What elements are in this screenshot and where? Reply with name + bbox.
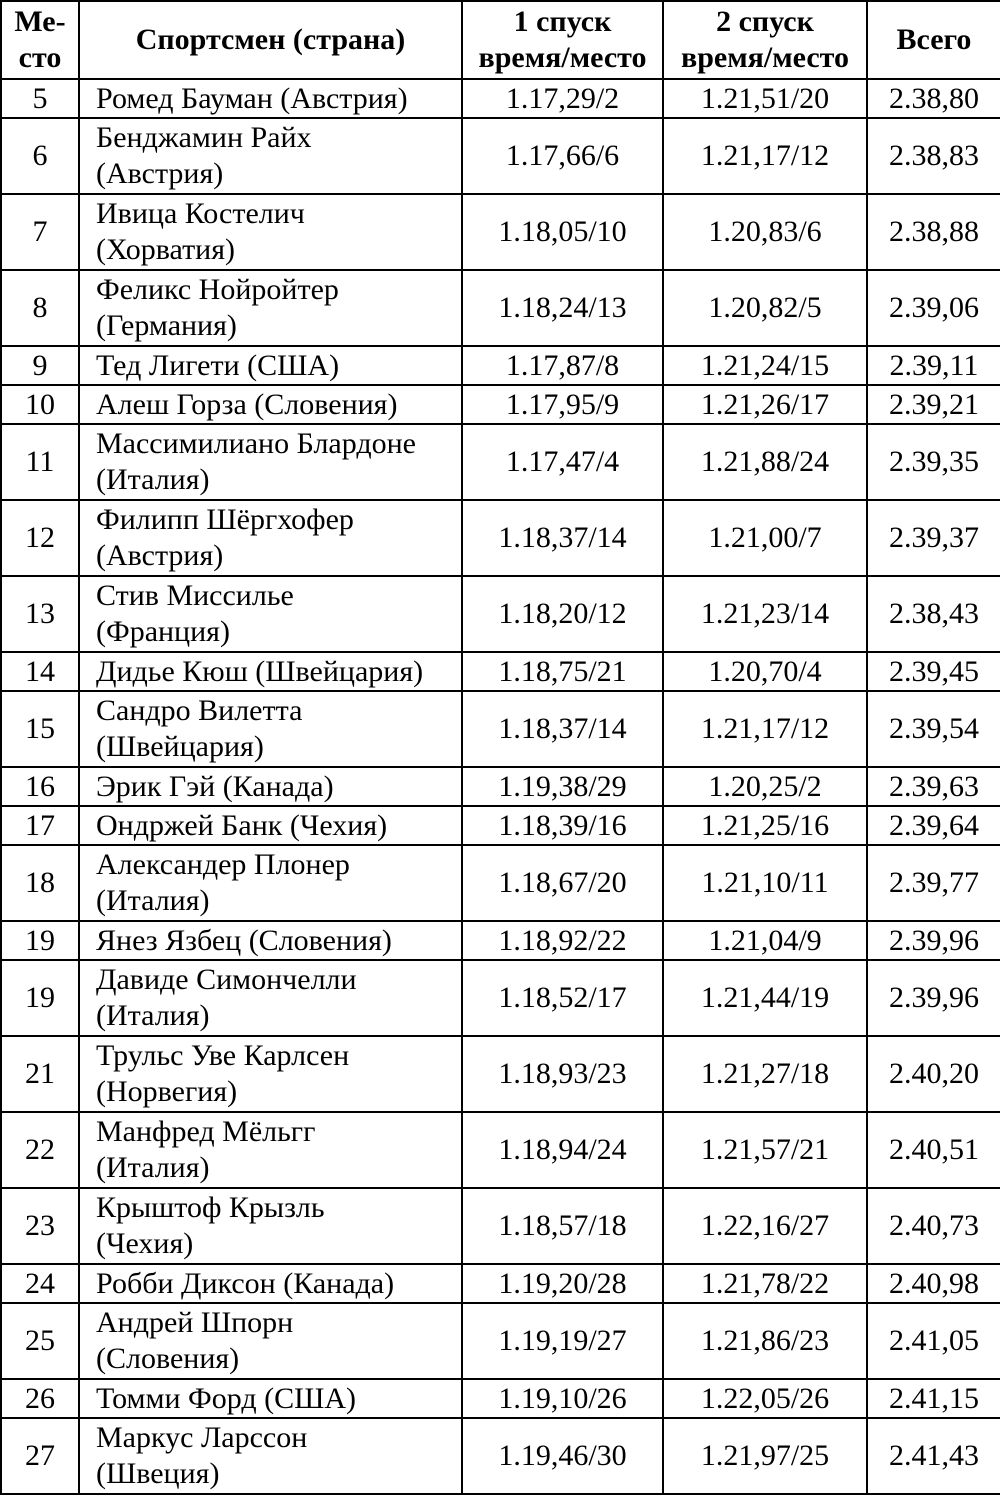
table-row	[1, 424, 1000, 500]
athlete-name-line2: (Италия)	[96, 884, 210, 917]
run1-cell: 1.18,57/18	[462, 1188, 663, 1264]
header-place-line2: сто	[18, 41, 62, 74]
total-cell: 2.41,05	[867, 1303, 1000, 1379]
header-row	[1, 1, 1000, 79]
athlete-name-line1: Тед Лигети (США)	[96, 348, 340, 382]
table-row	[1, 806, 1000, 845]
table-row	[1, 79, 1000, 118]
header-athlete: Спортсмен (страна)	[79, 1, 462, 79]
athlete-name-line1: Ивица Костелич	[96, 197, 305, 230]
run1-cell: 1.18,37/14	[462, 500, 663, 576]
total-cell: 2.39,45	[867, 652, 1000, 691]
run2-cell: 1.20,83/6	[663, 194, 867, 270]
place-cell: 11	[1, 424, 79, 500]
table-row	[1, 118, 1000, 194]
run2-cell: 1.21,17/12	[663, 118, 867, 194]
run2-cell: 1.21,10/11	[663, 845, 867, 921]
place-cell: 8	[1, 270, 79, 346]
athlete-name-line1: Эрик Гэй (Канада)	[96, 769, 334, 803]
table-row	[1, 576, 1000, 652]
place-cell: 24	[1, 1264, 79, 1303]
header-place	[1, 1, 79, 79]
athlete-name-line1: Робби Диксон (Канада)	[96, 1266, 395, 1300]
run1-cell: 1.18,93/23	[462, 1036, 663, 1112]
table-row	[1, 921, 1000, 960]
athlete-name-line2: (Швеция)	[96, 1457, 220, 1490]
table-row	[1, 767, 1000, 806]
athlete-name-line2: (Италия)	[96, 999, 210, 1032]
place-cell: 22	[1, 1112, 79, 1188]
run1-cell: 1.18,39/16	[462, 806, 663, 845]
total-cell: 2.40,98	[867, 1264, 1000, 1303]
athlete-name-line1: Ромед Бауман (Австрия)	[96, 81, 408, 115]
total-cell: 2.38,83	[867, 118, 1000, 194]
total-cell: 2.39,06	[867, 270, 1000, 346]
run2-cell: 1.22,16/27	[663, 1188, 867, 1264]
run2-cell: 1.21,23/14	[663, 576, 867, 652]
table-row	[1, 385, 1000, 424]
athlete-cell	[79, 79, 462, 118]
athlete-name-line2: (Швейцария)	[96, 730, 264, 763]
run1-cell: 1.17,95/9	[462, 385, 663, 424]
athlete-cell	[79, 652, 462, 691]
athlete-name-line1: Дидье Кюш (Швейцария)	[96, 654, 424, 688]
athlete-name-line2: (Италия)	[96, 463, 210, 496]
run1-cell: 1.19,19/27	[462, 1303, 663, 1379]
header-run2-line2: время/место	[681, 41, 849, 74]
athlete-cell	[79, 960, 462, 1036]
run2-cell: 1.21,97/25	[663, 1418, 867, 1494]
run1-cell: 1.18,05/10	[462, 194, 663, 270]
athlete-cell	[79, 806, 462, 845]
place-cell: 16	[1, 767, 79, 806]
athlete-cell	[79, 500, 462, 576]
athlete-name-line1: Янез Язбец (Словения)	[96, 923, 392, 957]
place-cell: 14	[1, 652, 79, 691]
table-row	[1, 691, 1000, 767]
run2-cell: 1.21,78/22	[663, 1264, 867, 1303]
place-cell: 23	[1, 1188, 79, 1264]
place-cell: 21	[1, 1036, 79, 1112]
run1-cell: 1.19,46/30	[462, 1418, 663, 1494]
run2-cell: 1.21,04/9	[663, 921, 867, 960]
run1-cell: 1.17,87/8	[462, 346, 663, 385]
run1-cell: 1.18,94/24	[462, 1112, 663, 1188]
athlete-cell	[79, 576, 462, 652]
athlete-name-line2: (Норвегия)	[96, 1075, 238, 1108]
athlete-name-line1: Стив Миссилье	[96, 579, 294, 612]
athlete-cell	[79, 194, 462, 270]
athlete-name-line2: (Австрия)	[96, 539, 224, 572]
table-row	[1, 1379, 1000, 1418]
run2-cell: 1.21,17/12	[663, 691, 867, 767]
athlete-cell	[79, 346, 462, 385]
header-place-line1: Ме-	[14, 5, 66, 38]
place-cell: 26	[1, 1379, 79, 1418]
run1-cell: 1.18,67/20	[462, 845, 663, 921]
run1-cell: 1.19,10/26	[462, 1379, 663, 1418]
athlete-cell	[79, 385, 462, 424]
run1-cell: 1.17,29/2	[462, 79, 663, 118]
athlete-name-line2: (Чехия)	[96, 1227, 194, 1260]
place-cell: 27	[1, 1418, 79, 1494]
place-cell: 17	[1, 806, 79, 845]
athlete-cell	[79, 1036, 462, 1112]
table-row	[1, 1303, 1000, 1379]
run1-cell: 1.18,92/22	[462, 921, 663, 960]
run2-cell: 1.20,70/4	[663, 652, 867, 691]
table-row	[1, 1264, 1000, 1303]
athlete-name-line1: Давиде Симончелли	[96, 963, 357, 996]
table-row	[1, 270, 1000, 346]
total-cell: 2.39,96	[867, 960, 1000, 1036]
place-cell: 10	[1, 385, 79, 424]
place-cell: 5	[1, 79, 79, 118]
run1-cell: 1.19,20/28	[462, 1264, 663, 1303]
athlete-name-line2: (Хорватия)	[96, 233, 236, 266]
athlete-cell	[79, 270, 462, 346]
run2-cell: 1.20,82/5	[663, 270, 867, 346]
athlete-cell	[79, 921, 462, 960]
table-row	[1, 1418, 1000, 1494]
athlete-name-line2: (Австрия)	[96, 157, 224, 190]
run1-cell: 1.18,52/17	[462, 960, 663, 1036]
total-cell: 2.40,73	[867, 1188, 1000, 1264]
place-cell: 7	[1, 194, 79, 270]
total-cell: 2.39,35	[867, 424, 1000, 500]
run1-cell: 1.18,37/14	[462, 691, 663, 767]
table-row	[1, 346, 1000, 385]
athlete-cell	[79, 691, 462, 767]
athlete-cell	[79, 1264, 462, 1303]
athlete-name-line1: Массимилиано Блардоне	[96, 427, 416, 460]
run2-cell: 1.20,25/2	[663, 767, 867, 806]
athlete-name-line1: Алеш Горза (Словения)	[96, 387, 398, 421]
table-row	[1, 1112, 1000, 1188]
table-row	[1, 1036, 1000, 1112]
athlete-name-line2: (Италия)	[96, 1151, 210, 1184]
total-cell: 2.38,80	[867, 79, 1000, 118]
run1-cell: 1.19,38/29	[462, 767, 663, 806]
athlete-name-line1: Крыштоф Крызль	[96, 1191, 325, 1224]
table-row	[1, 1188, 1000, 1264]
header-run1-line1: 1 спуск	[513, 5, 612, 38]
run2-cell: 1.21,25/16	[663, 806, 867, 845]
header-run1-line2: время/место	[478, 41, 647, 74]
athlete-name-line1: Феликс Нойройтер	[96, 273, 339, 306]
place-cell: 9	[1, 346, 79, 385]
place-cell: 6	[1, 118, 79, 194]
athlete-cell	[79, 424, 462, 500]
run2-cell: 1.22,05/26	[663, 1379, 867, 1418]
total-cell: 2.40,51	[867, 1112, 1000, 1188]
header-total: Всего	[867, 1, 1000, 79]
run2-cell: 1.21,86/23	[663, 1303, 867, 1379]
run2-cell: 1.21,44/19	[663, 960, 867, 1036]
total-cell: 2.41,15	[867, 1379, 1000, 1418]
total-cell: 2.41,43	[867, 1418, 1000, 1494]
run2-cell: 1.21,27/18	[663, 1036, 867, 1112]
athlete-name-line1: Томми Форд (США)	[96, 1381, 357, 1415]
run1-cell: 1.18,24/13	[462, 270, 663, 346]
total-cell: 2.40,20	[867, 1036, 1000, 1112]
place-cell: 12	[1, 500, 79, 576]
table-row	[1, 960, 1000, 1036]
athlete-name-line1: Манфред Мёльгг	[96, 1115, 316, 1148]
total-cell: 2.39,77	[867, 845, 1000, 921]
header-run2-line1: 2 спуск	[716, 5, 814, 38]
athlete-name-line1: Бенджамин Райх	[96, 121, 312, 154]
run1-cell: 1.18,75/21	[462, 652, 663, 691]
athlete-name-line1: Александер Плонер	[96, 848, 350, 881]
athlete-name-line1: Маркус Ларссон	[96, 1421, 308, 1454]
header-run1	[462, 1, 663, 79]
place-cell: 19	[1, 960, 79, 1036]
header-run2	[663, 1, 867, 79]
athlete-name-line2: (Германия)	[96, 309, 237, 342]
athlete-cell	[79, 1418, 462, 1494]
total-cell: 2.39,64	[867, 806, 1000, 845]
run2-cell: 1.21,57/21	[663, 1112, 867, 1188]
athlete-cell	[79, 118, 462, 194]
athlete-cell	[79, 767, 462, 806]
table-row	[1, 500, 1000, 576]
place-cell: 13	[1, 576, 79, 652]
run2-cell: 1.21,51/20	[663, 79, 867, 118]
athlete-cell	[79, 1303, 462, 1379]
total-cell: 2.39,96	[867, 921, 1000, 960]
run2-cell: 1.21,24/15	[663, 346, 867, 385]
place-cell: 19	[1, 921, 79, 960]
athlete-name-line2: (Франция)	[96, 615, 230, 648]
place-cell: 25	[1, 1303, 79, 1379]
table-row	[1, 845, 1000, 921]
total-cell: 2.39,21	[867, 385, 1000, 424]
athlete-name-line2: (Словения)	[96, 1342, 240, 1375]
athlete-cell	[79, 1112, 462, 1188]
athlete-name-line1: Ондржей Банк (Чехия)	[96, 808, 388, 842]
run1-cell: 1.17,47/4	[462, 424, 663, 500]
athlete-cell	[79, 1188, 462, 1264]
total-cell: 2.38,43	[867, 576, 1000, 652]
run1-cell: 1.18,20/12	[462, 576, 663, 652]
run2-cell: 1.21,00/7	[663, 500, 867, 576]
place-cell: 18	[1, 845, 79, 921]
athlete-name-line1: Филипп Шёргхофер	[96, 503, 354, 536]
total-cell: 2.39,11	[867, 346, 1000, 385]
total-cell: 2.39,37	[867, 500, 1000, 576]
athlete-name-line1: Сандро Вилетта	[96, 694, 303, 727]
athlete-cell	[79, 845, 462, 921]
athlete-name-line1: Трульс Уве Карлсен	[96, 1039, 350, 1072]
run1-cell: 1.17,66/6	[462, 118, 663, 194]
table-row	[1, 652, 1000, 691]
total-cell: 2.39,54	[867, 691, 1000, 767]
athlete-cell	[79, 1379, 462, 1418]
run2-cell: 1.21,26/17	[663, 385, 867, 424]
athlete-name-line1: Андрей Шпорн	[96, 1306, 294, 1339]
run2-cell: 1.21,88/24	[663, 424, 867, 500]
place-cell: 15	[1, 691, 79, 767]
total-cell: 2.38,88	[867, 194, 1000, 270]
total-cell: 2.39,63	[867, 767, 1000, 806]
table-row	[1, 194, 1000, 270]
